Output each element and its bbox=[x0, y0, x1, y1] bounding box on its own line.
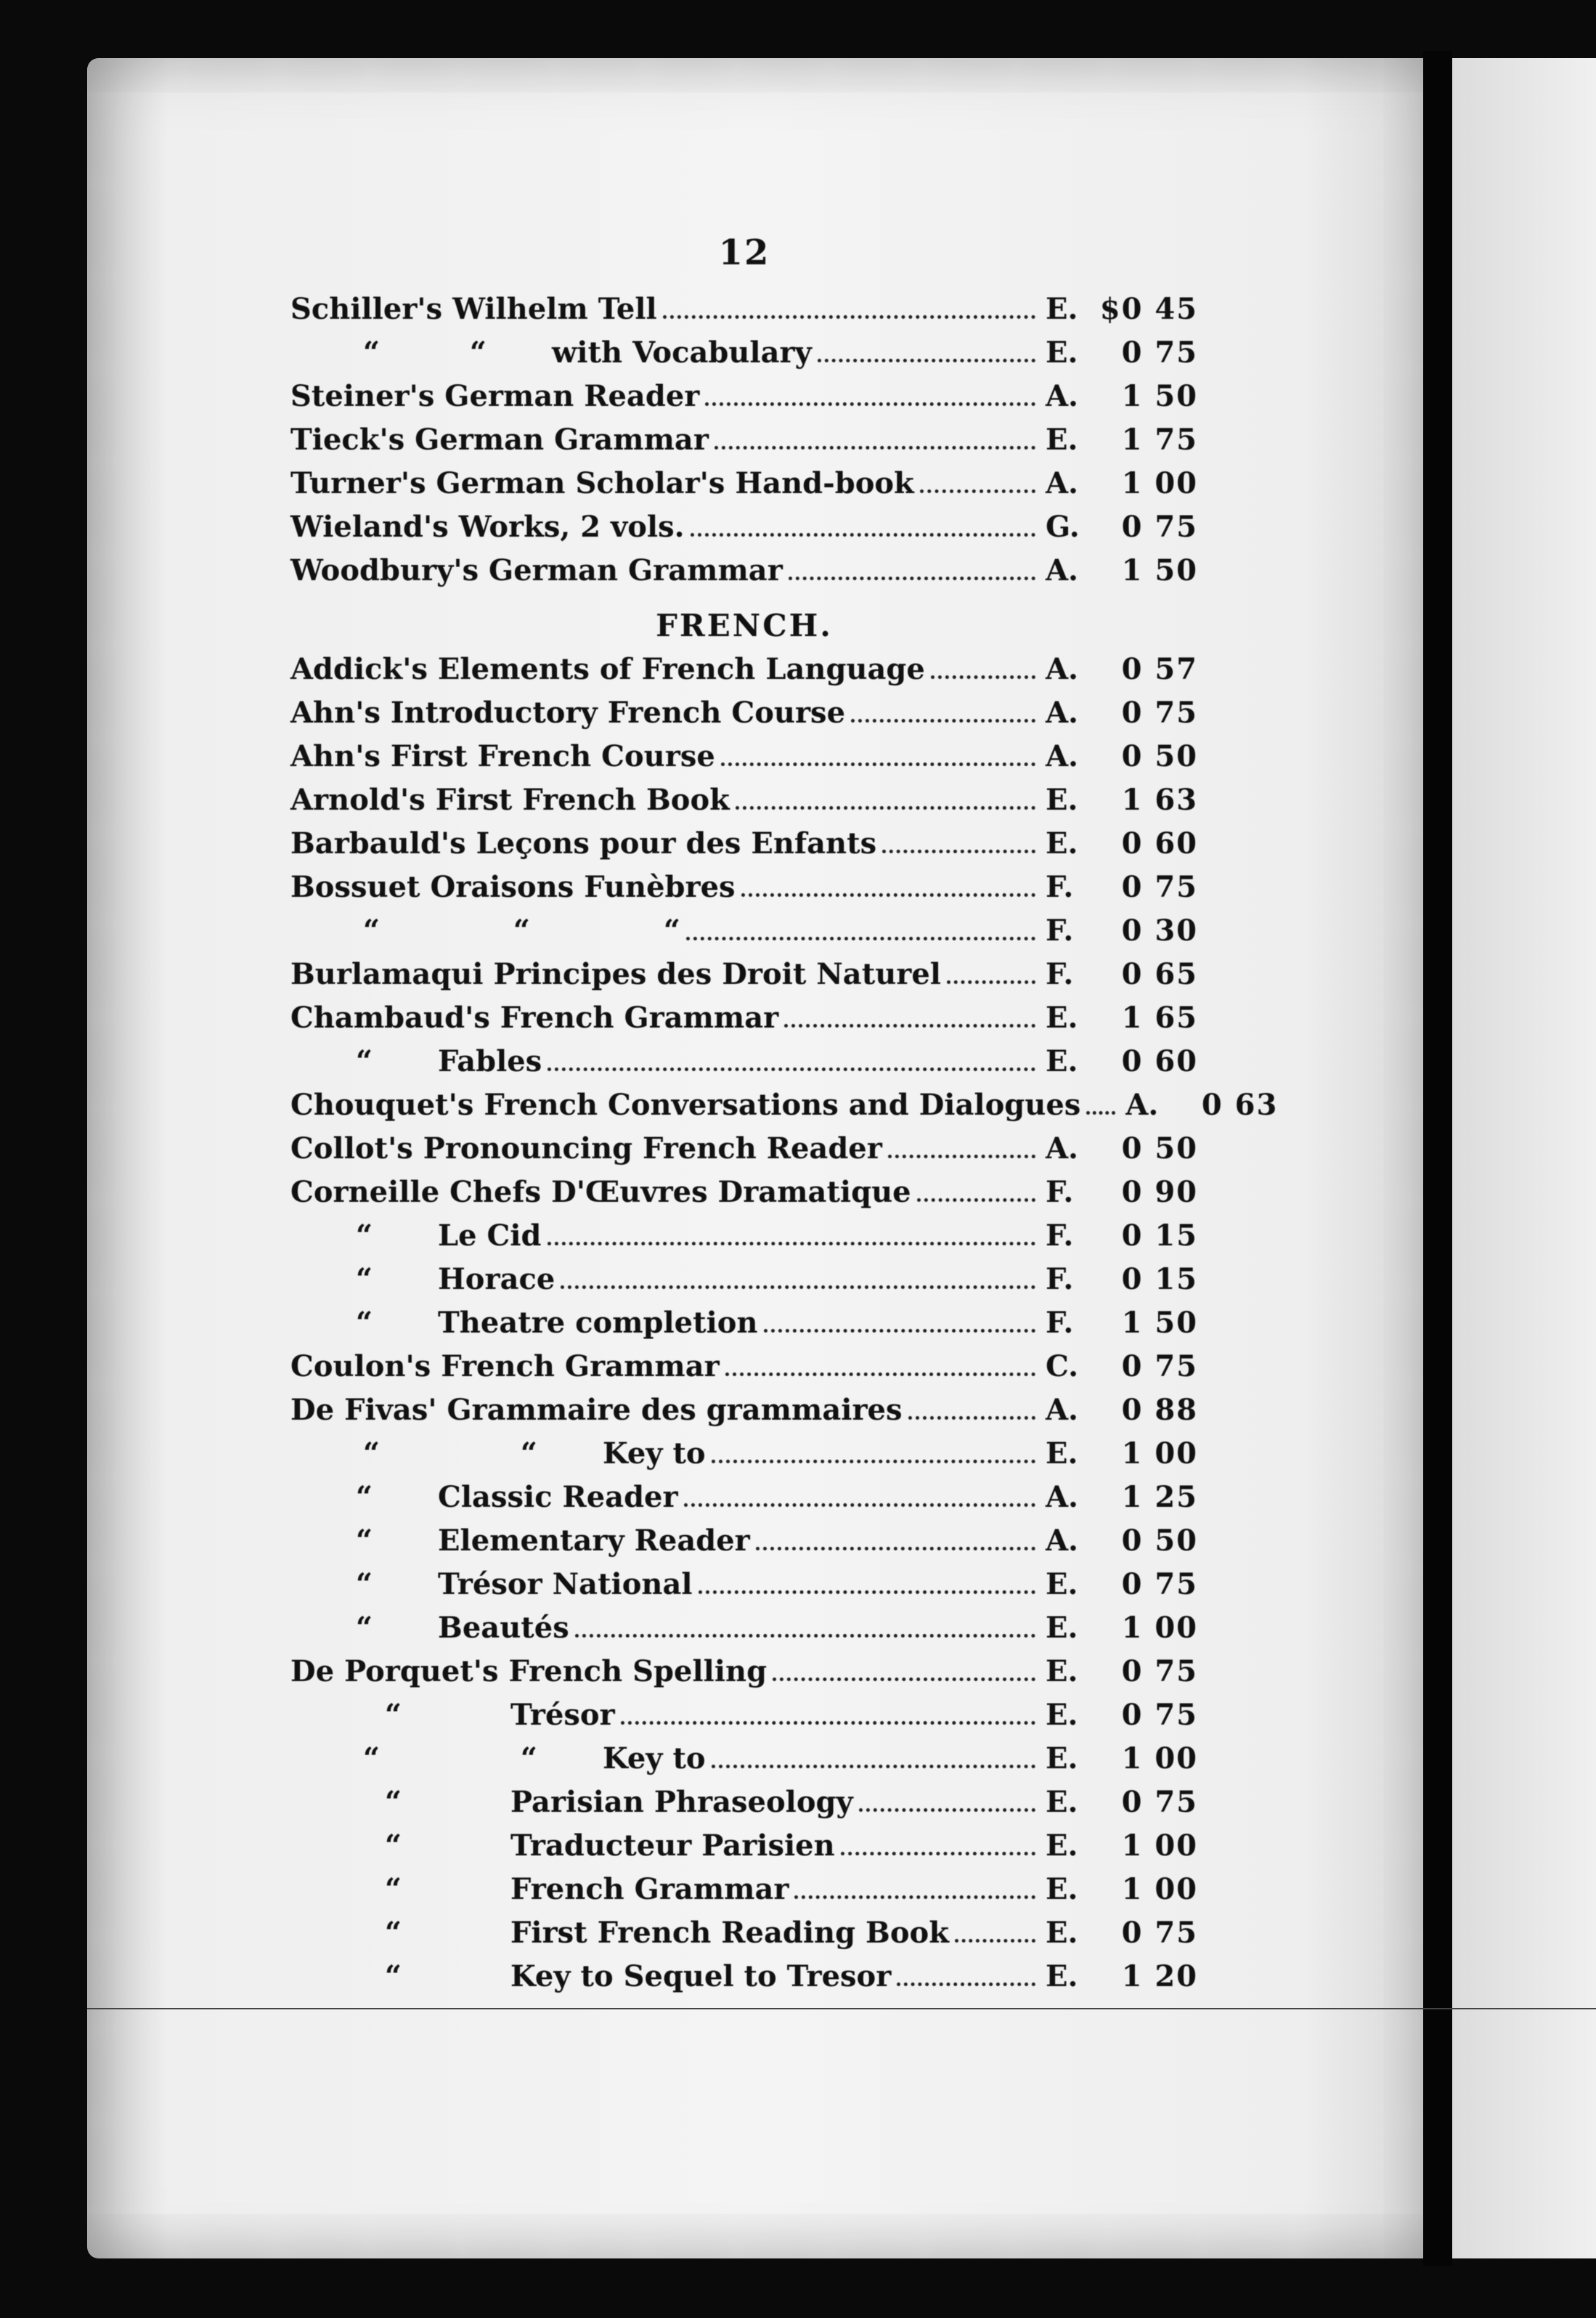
dot-leader bbox=[721, 762, 1035, 766]
catalogue-entry bbox=[290, 957, 1198, 1001]
publisher-code: E. bbox=[1046, 1785, 1078, 1819]
publisher-code: E. bbox=[1046, 1741, 1078, 1776]
entry-title: Arnold's First French Book bbox=[290, 783, 730, 817]
catalogue-entry bbox=[290, 1829, 1198, 1872]
price: 0 65 bbox=[1121, 957, 1198, 991]
dot-leader bbox=[705, 402, 1035, 406]
ditto-mark: “ bbox=[356, 1262, 373, 1296]
catalogue-entry bbox=[290, 292, 1198, 336]
publisher-code: F. bbox=[1046, 1175, 1074, 1209]
catalogue-entry bbox=[290, 1698, 1198, 1741]
ditto-mark: “ “ “ bbox=[363, 914, 680, 948]
catalogue-entry bbox=[290, 826, 1198, 870]
entry-title: Woodbury's German Grammar bbox=[290, 553, 783, 587]
dot-leader bbox=[947, 980, 1035, 984]
price: 0 50 bbox=[1121, 1524, 1198, 1558]
catalogue-entry bbox=[290, 1088, 1279, 1131]
dot-leader bbox=[859, 1808, 1035, 1812]
publisher-code: E. bbox=[1046, 423, 1078, 457]
entry-title: Collot's Pronouncing French Reader bbox=[290, 1131, 882, 1166]
entry-title: Chouquet's French Conversations and Dialogues bbox=[290, 1088, 1081, 1122]
dot-leader bbox=[547, 1242, 1035, 1245]
dot-leader bbox=[897, 1982, 1035, 1986]
price: 1 00 bbox=[1121, 1436, 1198, 1471]
catalogue-entry bbox=[290, 652, 1198, 696]
entry-title: First French Reading Book bbox=[510, 1916, 949, 1950]
dot-leader bbox=[547, 1068, 1035, 1071]
entry-title: Trésor bbox=[510, 1698, 615, 1732]
price: 1 00 bbox=[1121, 466, 1198, 500]
catalogue-entry bbox=[290, 336, 1198, 379]
price: 1 50 bbox=[1121, 1306, 1198, 1340]
dot-leader bbox=[955, 1939, 1035, 1943]
entry-title: Bossuet Oraisons Funèbres bbox=[290, 870, 736, 904]
ditto-mark: “ bbox=[356, 1524, 373, 1558]
catalogue-entry bbox=[290, 423, 1198, 466]
publisher-code: E. bbox=[1046, 336, 1078, 370]
catalogue-entry bbox=[290, 1044, 1198, 1088]
price: 0 50 bbox=[1121, 1131, 1198, 1166]
dot-leader bbox=[818, 359, 1035, 362]
price: 0 75 bbox=[1121, 696, 1198, 730]
publisher-code: F. bbox=[1046, 1306, 1074, 1340]
price: 1 65 bbox=[1121, 1001, 1198, 1035]
dot-leader bbox=[725, 1372, 1035, 1376]
dot-leader bbox=[784, 1024, 1035, 1028]
ditto-mark: “ bbox=[385, 1698, 402, 1732]
publisher-code: E. bbox=[1046, 1959, 1078, 1993]
entry-title: Ahn's Introductory French Course bbox=[290, 696, 846, 730]
catalogue-entry bbox=[290, 510, 1198, 553]
catalogue-entry bbox=[290, 1393, 1198, 1436]
publisher-code: E. bbox=[1046, 1829, 1078, 1863]
entry-title: Key to bbox=[602, 1741, 706, 1776]
entry-title: Barbauld's Leçons pour des Enfants bbox=[290, 826, 877, 861]
ditto-mark: “ bbox=[356, 1480, 373, 1514]
publisher-code: A. bbox=[1046, 739, 1078, 773]
publisher-code: E. bbox=[1046, 826, 1078, 861]
dot-leader bbox=[888, 1155, 1035, 1158]
dot-leader bbox=[789, 577, 1035, 580]
dot-leader bbox=[684, 1503, 1035, 1507]
catalogue-entry bbox=[290, 1916, 1198, 1959]
catalogue-entry bbox=[290, 466, 1198, 510]
catalogue-list bbox=[290, 232, 1279, 2003]
catalogue-entry bbox=[290, 696, 1198, 739]
ditto-mark: “ bbox=[385, 1916, 402, 1950]
price: 0 15 bbox=[1121, 1219, 1198, 1253]
ditto-mark: “ “ bbox=[363, 336, 486, 370]
price: 1 00 bbox=[1121, 1611, 1198, 1645]
price: 0 15 bbox=[1121, 1262, 1198, 1296]
page-number: 12 bbox=[718, 232, 770, 273]
publisher-code: A. bbox=[1046, 379, 1078, 413]
ditto-mark: “ “ bbox=[363, 1741, 537, 1776]
dot-leader bbox=[699, 1590, 1035, 1594]
dot-leader bbox=[561, 1285, 1035, 1289]
catalogue-entry bbox=[290, 1306, 1198, 1349]
catalogue-entry bbox=[290, 1654, 1198, 1698]
dot-leader bbox=[714, 446, 1035, 450]
catalogue-entry bbox=[290, 1175, 1198, 1219]
price: 1 25 bbox=[1121, 1480, 1198, 1514]
price: 0 60 bbox=[1121, 826, 1198, 861]
binding-gutter bbox=[1423, 51, 1452, 2266]
catalogue-entry bbox=[290, 1131, 1198, 1175]
entry-title: Horace bbox=[438, 1262, 555, 1296]
dot-leader bbox=[1086, 1111, 1115, 1115]
ditto-mark: “ bbox=[356, 1567, 373, 1601]
scan-line bbox=[87, 2008, 1596, 2009]
publisher-code: E. bbox=[1046, 1001, 1078, 1035]
ditto-mark: “ bbox=[356, 1044, 373, 1078]
price: 0 75 bbox=[1121, 336, 1198, 370]
german-entries bbox=[290, 292, 1198, 597]
dot-leader bbox=[882, 850, 1035, 853]
catalogue-entry bbox=[290, 379, 1198, 423]
catalogue-entry bbox=[290, 1436, 1198, 1480]
entry-title: Traducteur Parisien bbox=[510, 1829, 835, 1863]
catalogue-entry bbox=[290, 1741, 1198, 1785]
catalogue-entry bbox=[290, 1524, 1198, 1567]
publisher-code: E. bbox=[1046, 783, 1078, 817]
publisher-code: G. bbox=[1046, 510, 1080, 544]
entry-title: Classic Reader bbox=[438, 1480, 678, 1514]
entry-title: Tieck's German Grammar bbox=[290, 423, 709, 457]
catalogue-entry bbox=[290, 1349, 1198, 1393]
price: 0 75 bbox=[1121, 1916, 1198, 1950]
section-heading-french: FRENCH. bbox=[656, 608, 833, 643]
catalogue-entry bbox=[290, 1480, 1198, 1524]
ditto-mark: “ bbox=[356, 1611, 373, 1645]
entry-title: Chambaud's French Grammar bbox=[290, 1001, 779, 1035]
entry-title: De Fivas' Grammaire des grammaires bbox=[290, 1393, 903, 1427]
ditto-mark: “ bbox=[385, 1959, 402, 1993]
dot-leader bbox=[908, 1416, 1036, 1420]
ditto-mark: “ bbox=[385, 1829, 402, 1863]
french-entries bbox=[290, 652, 1279, 2003]
price: 0 90 bbox=[1121, 1175, 1198, 1209]
publisher-code: E. bbox=[1046, 1916, 1078, 1950]
publisher-code: A. bbox=[1046, 466, 1078, 500]
price: 0 75 bbox=[1121, 870, 1198, 904]
entry-title: French Grammar bbox=[510, 1872, 789, 1906]
publisher-code: C. bbox=[1046, 1349, 1079, 1383]
publisher-code: F. bbox=[1046, 1219, 1074, 1253]
dot-leader bbox=[736, 806, 1035, 810]
publisher-code: F. bbox=[1046, 957, 1074, 991]
price: 1 00 bbox=[1121, 1741, 1198, 1776]
price: 0 57 bbox=[1121, 652, 1198, 686]
price: 0 30 bbox=[1121, 914, 1198, 948]
price: 0 75 bbox=[1121, 1349, 1198, 1383]
dot-leader bbox=[756, 1547, 1035, 1550]
entry-title: Beautés bbox=[438, 1611, 569, 1645]
publisher-code: E. bbox=[1046, 1698, 1078, 1732]
entry-title: Wieland's Works, 2 vols. bbox=[290, 510, 685, 544]
dot-leader bbox=[841, 1852, 1035, 1855]
dot-leader bbox=[691, 533, 1035, 537]
catalogue-entry bbox=[290, 1872, 1198, 1916]
dot-leader bbox=[575, 1634, 1035, 1638]
catalogue-entry bbox=[290, 783, 1198, 826]
dot-leader bbox=[712, 1765, 1035, 1768]
entry-title: Corneille Chefs D'Œuvres Dramatique bbox=[290, 1175, 911, 1209]
catalogue-entry bbox=[290, 1001, 1198, 1044]
dot-leader bbox=[663, 315, 1035, 319]
price: 1 00 bbox=[1121, 1872, 1198, 1906]
price: 1 50 bbox=[1121, 553, 1198, 587]
entry-title: Burlamaqui Principes des Droit Naturel bbox=[290, 957, 941, 991]
price: 0 60 bbox=[1121, 1044, 1198, 1078]
price: 0 75 bbox=[1121, 1698, 1198, 1732]
ditto-mark: “ bbox=[385, 1872, 402, 1906]
ditto-mark: “ bbox=[356, 1219, 373, 1253]
catalogue-entry bbox=[290, 1219, 1198, 1262]
entry-title: Le Cid bbox=[438, 1219, 542, 1253]
price: 0 50 bbox=[1121, 739, 1198, 773]
entry-title: Fables bbox=[438, 1044, 542, 1078]
catalogue-entry bbox=[290, 1785, 1198, 1829]
dot-leader bbox=[712, 1460, 1035, 1463]
price: 0 75 bbox=[1121, 1654, 1198, 1688]
publisher-code: A. bbox=[1046, 696, 1078, 730]
publisher-code: F. bbox=[1046, 1262, 1074, 1296]
catalogue-entry bbox=[290, 1959, 1198, 2003]
dot-leader bbox=[920, 489, 1035, 493]
catalogue-entry bbox=[290, 870, 1198, 914]
price: 1 50 bbox=[1121, 379, 1198, 413]
publisher-code: A. bbox=[1046, 1393, 1078, 1427]
publisher-code: E. bbox=[1046, 1611, 1078, 1645]
catalogue-entry bbox=[290, 553, 1198, 597]
dot-leader bbox=[794, 1895, 1035, 1899]
ditto-mark: “ “ bbox=[363, 1436, 537, 1471]
catalogue-entry bbox=[290, 1611, 1198, 1654]
entry-title: Key to Sequel to Tresor bbox=[510, 1959, 892, 1993]
price: 0 63 bbox=[1201, 1088, 1279, 1122]
entry-title: Trésor National bbox=[438, 1567, 693, 1601]
publisher-code: F. bbox=[1046, 914, 1074, 948]
entry-title: with Vocabulary bbox=[551, 336, 812, 370]
publisher-code: E. bbox=[1046, 292, 1078, 326]
dot-leader bbox=[773, 1678, 1035, 1681]
price: $0 45 bbox=[1099, 292, 1198, 326]
publisher-code: E. bbox=[1046, 1044, 1078, 1078]
ditto-mark: “ bbox=[356, 1306, 373, 1340]
dot-leader bbox=[764, 1329, 1035, 1333]
entry-title: Parisian Phraseology bbox=[510, 1785, 853, 1819]
price: 1 75 bbox=[1121, 423, 1198, 457]
price: 1 00 bbox=[1121, 1829, 1198, 1863]
publisher-code: A. bbox=[1046, 1480, 1078, 1514]
entry-title: Turner's German Scholar's Hand-book bbox=[290, 466, 914, 500]
price: 1 63 bbox=[1121, 783, 1198, 817]
publisher-code: A. bbox=[1046, 1131, 1078, 1166]
entry-title: Coulon's French Grammar bbox=[290, 1349, 720, 1383]
dot-leader bbox=[917, 1198, 1035, 1202]
price: 1 20 bbox=[1121, 1959, 1198, 1993]
entry-title: Key to bbox=[602, 1436, 706, 1471]
dot-leader bbox=[851, 719, 1035, 723]
entry-title: Elementary Reader bbox=[438, 1524, 750, 1558]
entry-title: Steiner's German Reader bbox=[290, 379, 700, 413]
publisher-code: A. bbox=[1046, 652, 1078, 686]
price: 0 75 bbox=[1121, 1567, 1198, 1601]
catalogue-entry bbox=[290, 1567, 1198, 1611]
ditto-mark: “ bbox=[385, 1785, 402, 1819]
price: 0 75 bbox=[1121, 1785, 1198, 1819]
publisher-code: E. bbox=[1046, 1436, 1078, 1471]
publisher-code: E. bbox=[1046, 1567, 1078, 1601]
catalogue-entry bbox=[290, 739, 1198, 783]
entry-title: Schiller's Wilhelm Tell bbox=[290, 292, 657, 326]
price: 0 75 bbox=[1121, 510, 1198, 544]
publisher-code: A. bbox=[1046, 1524, 1078, 1558]
facing-page-edge bbox=[1452, 58, 1596, 2258]
entry-title: De Porquet's French Spelling bbox=[290, 1654, 768, 1688]
catalogue-entry bbox=[290, 1262, 1198, 1306]
entry-title: Ahn's First French Course bbox=[290, 739, 715, 773]
catalogue-entry bbox=[290, 914, 1198, 957]
publisher-code: E. bbox=[1046, 1654, 1078, 1688]
dot-leader bbox=[931, 675, 1035, 679]
publisher-code: A. bbox=[1046, 553, 1078, 587]
publisher-code: A. bbox=[1125, 1088, 1159, 1122]
dot-leader bbox=[741, 893, 1035, 897]
price: 0 88 bbox=[1121, 1393, 1198, 1427]
publisher-code: E. bbox=[1046, 1872, 1078, 1906]
entry-title: Theatre completion bbox=[438, 1306, 758, 1340]
entry-title: Addick's Elements of French Language bbox=[290, 652, 925, 686]
publisher-code: F. bbox=[1046, 870, 1074, 904]
dot-leader bbox=[621, 1721, 1035, 1725]
dot-leader bbox=[686, 937, 1035, 940]
